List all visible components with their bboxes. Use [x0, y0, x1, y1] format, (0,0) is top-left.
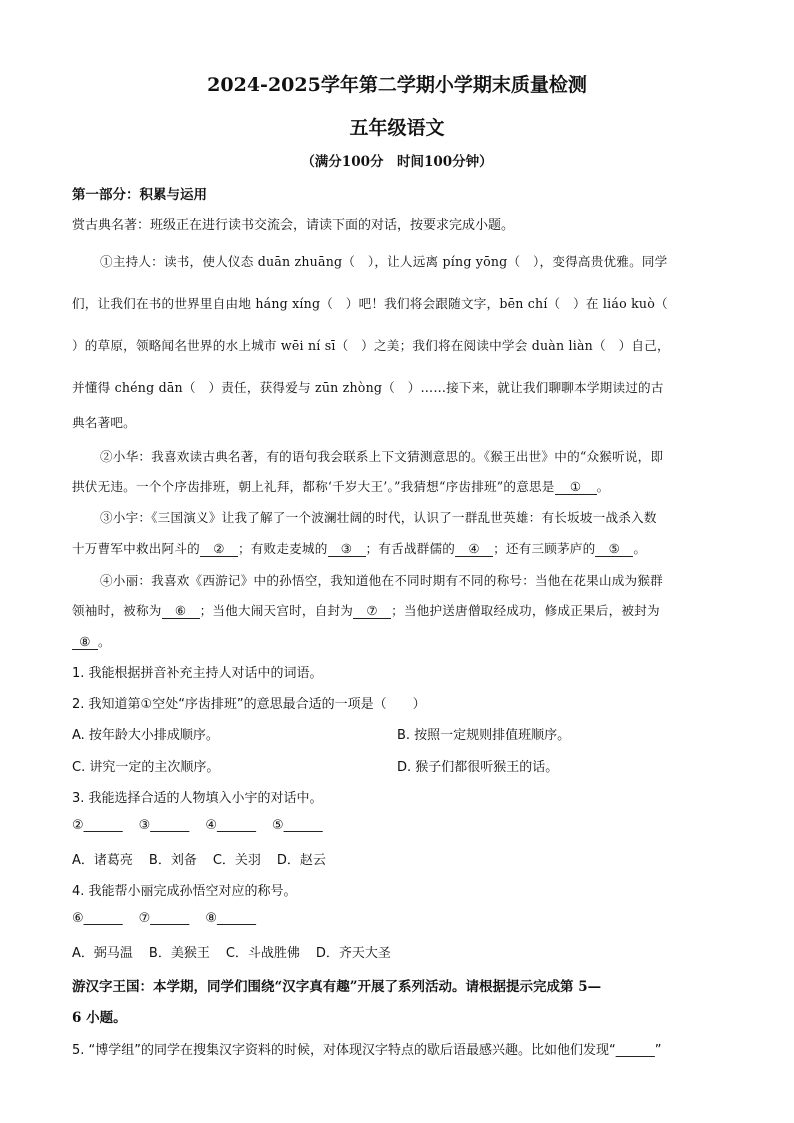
- part1-heading: 第一部分：积累与运用: [72, 187, 207, 203]
- blank-mark: ⑤: [608, 541, 621, 556]
- part1-intro: 赏古典名著：班级正在进行读书交流会，请读下面的对话，按要求完成小题。: [72, 218, 515, 233]
- blank-mark: ③: [340, 541, 353, 556]
- option-b[interactable]: B. 按照一定规则排值班顺序。: [397, 728, 571, 743]
- text-segment: 拱伏无违。一个个序齿排班，朝上礼拜，都称‘千岁大王’。”我猜想“序齿排班”的意思是: [72, 479, 555, 494]
- text-segment: ；当他大闹天宫时，自封为: [199, 603, 354, 618]
- exam-note: （满分100分 时间100分钟）: [301, 154, 493, 170]
- option-a[interactable]: A．诸葛亮: [72, 853, 133, 868]
- text-segment: ；还有三顾茅庐的: [493, 541, 596, 556]
- dialogue-xiaoli-line-3: [72, 631, 722, 650]
- blank-mark: ②: [213, 541, 225, 556]
- option-c[interactable]: C. 讲究一定的主次顺序。: [72, 760, 220, 775]
- answer-blank-7[interactable]: [353, 603, 391, 619]
- answer-blank-5[interactable]: [595, 541, 633, 557]
- q4-blank-7[interactable]: ⑦______: [138, 911, 190, 926]
- text-segment: 十万曹军中救出阿斗的: [72, 541, 200, 556]
- text-segment: 。: [633, 541, 647, 556]
- section-2-heading-line-2: 6 小题。: [72, 1010, 127, 1026]
- question-5: 5. “博学组”的同学在搜集汉字资料的时候，对体现汉字特点的歇后语最感兴趣。比如他们发现“______”: [72, 1043, 662, 1058]
- q3-blank-5[interactable]: ⑤______: [271, 818, 323, 833]
- blank-mark: ⑦: [366, 603, 378, 618]
- dialogue-host-line-3: ）的草原，领略闻名世界的水上城市 wēi ní sī（ ）之美；我们将在阅读中学会 duàn liàn（ ）自己，: [72, 338, 670, 353]
- question-4: 4. 我能帮小丽完成孙悟空对应的称号。: [72, 884, 297, 899]
- question-4-options: [72, 942, 722, 961]
- dialogue-host-line-2: 们，让我们在书的世界里自由地 háng xíng（ ）吧！我们将会跟随文字，bēn chí（ ）在 liáo kuò（: [72, 296, 668, 311]
- question-3-blanks: [72, 818, 722, 833]
- text-segment: ；有败走麦城的: [237, 541, 328, 556]
- section-2-heading-line-1: 游汉字王国：本学期，同学们围绕“汉字真有趣”开展了系列活动。请根据提示完成第 5—: [72, 979, 602, 995]
- option-d[interactable]: D．赵云: [276, 853, 326, 868]
- text-segment: ；有舌战群儒的: [365, 541, 456, 556]
- question-1: 1. 我能根据拼音补充主持人对话中的词语。: [72, 666, 323, 681]
- answer-blank-1[interactable]: [555, 479, 597, 495]
- answer-blank-2[interactable]: [200, 541, 238, 557]
- option-a[interactable]: A. 按年龄大小排成顺序。: [72, 728, 219, 743]
- q4-blank-8[interactable]: ⑧______: [205, 911, 256, 926]
- question-2: 2. 我知道第①空处“序齿排班”的意思最合适的一项是（ ）: [72, 697, 426, 712]
- question-4-blanks: [72, 911, 722, 926]
- dialogue-xiaoyu-line-1: ③小宇：《三国演义》让我了解了一个波澜壮阔的时代，认识了一群乱世英雄：有长坂坡一战杀入数: [100, 510, 657, 525]
- exam-title: 2024-2025学年第二学期小学期末质量检测: [207, 74, 587, 96]
- blank-mark: ⑥: [174, 603, 187, 618]
- dialogue-xiaoyu-line-2: [72, 538, 722, 557]
- answer-blank-8[interactable]: [72, 634, 98, 650]
- answer-blank-3[interactable]: [328, 541, 366, 557]
- dialogue-xiaoli-line-1: ④小丽：我喜欢《西游记》中的孙悟空，我知道他在不同时期有不同的称号：当他在花果山成为猴群: [100, 573, 663, 588]
- option-d[interactable]: D. 猴子们都很听猴王的话。: [397, 760, 559, 775]
- option-a[interactable]: A．弼马温: [72, 946, 133, 961]
- text-segment: 。: [596, 479, 610, 494]
- q3-blank-4[interactable]: ④______: [205, 818, 256, 833]
- option-b[interactable]: B．刘备: [148, 853, 197, 868]
- text-segment: 。: [98, 634, 111, 649]
- dialogue-host-line-5: 典名著吧。: [72, 415, 136, 430]
- text-segment: ；当他护送唐僧取经成功，修成正果后，被封为: [391, 603, 660, 618]
- option-b[interactable]: B．美猴王: [148, 946, 210, 961]
- exam-subject: 五年级语文: [349, 117, 445, 139]
- blank-mark: ①: [569, 479, 582, 494]
- answer-blank-4[interactable]: [455, 541, 493, 557]
- dialogue-xiaohua-line-1: ②小华：我喜欢读古典名著，有的语句我会联系上下文猜测意思的。《猴王出世》中的“众猴听说，即: [100, 449, 664, 464]
- answer-blank-6[interactable]: [162, 603, 200, 619]
- dialogue-host-line-4: 并懂得 chéng dān（ ）责任，获得爱与 zūn zhòng（ ）……接下来，就让我们聊聊本学期读过的古: [72, 380, 664, 395]
- question-3: 3. 我能选择合适的人物填入小宇的对话中。: [72, 791, 323, 806]
- blank-mark: ④: [468, 541, 480, 556]
- q3-blank-3[interactable]: ③______: [138, 818, 190, 833]
- blank-mark: ⑧: [79, 634, 91, 649]
- dialogue-host-line-1: ①主持人：读书，使人仪态 duān zhuāng（ ），让人远离 píng yōng（ ），变得高贵优雅。同学: [100, 254, 668, 269]
- text-segment: 领袖时，被称为: [72, 603, 162, 618]
- q3-blank-2[interactable]: ②______: [72, 818, 123, 833]
- dialogue-xiaohua-line-2: [72, 476, 722, 495]
- option-d[interactable]: D．齐天大圣: [315, 946, 391, 961]
- option-c[interactable]: C．斗战胜佛: [225, 946, 300, 961]
- option-c[interactable]: C．关羽: [212, 853, 261, 868]
- dialogue-xiaoli-line-2: [72, 600, 722, 619]
- question-3-options: [72, 849, 722, 868]
- q4-blank-6[interactable]: ⑥______: [72, 911, 123, 926]
